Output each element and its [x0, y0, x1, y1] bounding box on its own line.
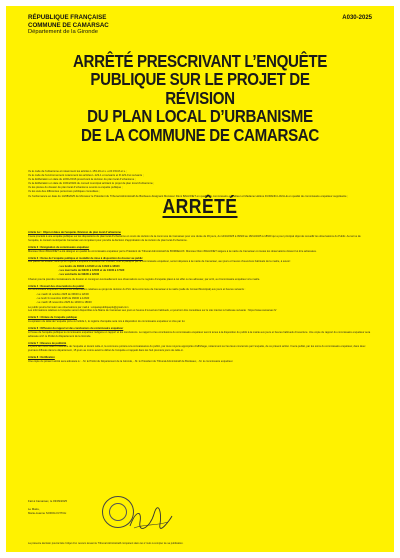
signature-role: Le Maire,: [28, 507, 40, 511]
article-text: Une copie du présent arrêté sera adressée à : - M. le Préfet du Département de la Gironde, - M. le Président du Tribunal Administratif de Bordeaux, - M. le commissaire enquêteur.: [28, 360, 234, 364]
permanence-item: - Le mardi 14 octobre 2025 de 09h00 à 12h00: [36, 293, 89, 297]
visas-list: [28, 170, 368, 199]
title-line-4: DE LA COMMUNE DE CAMARSAC: [81, 124, 319, 145]
issuer-republic: RÉPUBLIQUE FRANÇAISE: [28, 14, 107, 21]
article-title: Article 5 : Clôture de l’enquête publique: [28, 316, 77, 320]
article-text: Le public pourra formuler ses observations par mail à : enquetepubliqueplu@gmail.com: [28, 305, 129, 309]
article-title: Article 7 : Mesures de publicité: [28, 341, 67, 345]
article-text: 15 jours au moins avant l’ouverture de l’enquête et durant celle-ci, la commune portera à la connaissance du public, par tous moyens appropriés d’affichage, notamment sur les lieux concernés par l’enquête, de ce présent arrêté. Il sera publié, par les soins du commissaire enquêteur, dans deux journaux diffusés dans le département, 15 jours au moins avant le début de l’enquête et rappelé dans les huit premiers jours de celle-ci.: [28, 345, 366, 353]
visa-item: Vu la délibération en date du 16/04/2024 du conseil municipal arrêtant le projet de plan local d’urbanisme ;: [28, 182, 155, 186]
article-text: À l’issue de l’enquête publique le commissaire enquêteur rédigera un rapport et les conclusions. Le rapport et les conclusions du commissaire enquêteur seront tenus à la disposition du public à la mairie aux jours et heures habituels d’ouverture. Une copie du rapport du commissaire enquêteur sera adressée à M. le Préfet du Département de la Gironde.: [28, 330, 371, 338]
title-line-3: DU PLAN LOCAL D’URBANISME: [87, 106, 313, 127]
permanence-item: - Le mardi 18 novembre 2025 de 14h00 à 18h00: [36, 300, 92, 304]
opening-hours-item: - Les lundis de 09h00 à 12h00 et de 14h00 à 18h00: [58, 265, 120, 269]
arrete-heading: ARRÊTÉ: [162, 196, 238, 218]
article-text: Le commissaire enquêteur recevra les observations relatives au projet de révision du PLU de la commune de Camarsac à la mairie (salle du Conseil Municipal) aux jours et heures suivants :: [28, 288, 246, 292]
opening-hours-item: - Les vendredis de 09h00 à 12h00: [58, 272, 100, 276]
issuer-department: Département de la Gironde: [28, 29, 98, 36]
article-title: Article 2 : Désignation du commissaire enquêteur: [28, 245, 90, 249]
article-title: Article 8 : Notification: [28, 356, 55, 360]
article-6: [28, 327, 372, 338]
document-reference: A030-2025: [342, 15, 372, 21]
article-text: Chacun pourra prendre connaissance du dossier et consigner éventuellement ses observations sur le registre d’enquête placé à cet effet ou les adresser, par écrit, au Commissaire enquêteur à la mairie.: [28, 277, 261, 281]
article-text: Il sera procédé à une enquête publique sur les dispositions du plan local d’urbanisme en cours de révision de la commune de Camarsac pour une durée de 36 jours, du 14/10/2025 à 09h00 au 18/11/2025 à 18h00 qui a pour principal objet de recueillir les observations du Public. Au terme de l’enquête, le conseil municipal de Camarsac est compétent pour prendre la décision d’approbation de la révision du plan local d’urbanisme.: [28, 234, 361, 242]
article-title: Article 1er : Objet et dates de l’enquête. Révision du plan local d’urbanisme: [28, 231, 121, 235]
article-text: A expiration du délai de l’enquête prévu à l’article 1, le registre d’enquête sera mis à disposition du commissaire enquêteur et clos par lui.: [28, 320, 186, 324]
appeal-notice: La présente décision pourra faire l’objet d’un recours devant le Tribunal Administratif compétent dans les 2 mois à compter de sa publication.: [28, 542, 184, 545]
article-1: [28, 231, 372, 242]
article-title: Article 3 : Durée de l’enquête publique et modalité de mise à disposition du dossier au public: [28, 256, 143, 260]
article-5: [28, 316, 372, 324]
article-7: [28, 342, 372, 353]
visa-item: Vu le code de l’urbanisme et notamment les articles L.153-19 et s. et R.153-8 et s. ;: [28, 170, 128, 173]
article-text: Monsieur Rémi BAGONET a été désigné en qualité de commissaire enquêteur par le Président du Tribunal Administratif de BORDEAUX. Monsieur Rémi BAGONET siégera à la mairie de Camarsac où toutes les observations doivent lui être adressées.: [28, 249, 317, 253]
article-2: [28, 246, 372, 254]
article-title: Article 6 : Diffusion du rapport et des conclusions du commissaire enquêteur: [28, 327, 124, 331]
article-title: Article 4 : Recueil des observations du public: [28, 284, 85, 288]
article-text: Les pièces du dossier, ainsi qu’un registre d’enquête à feuillets non mobiles, coté et paraphé par le commissaire enquêteur, seront déposés à la mairie de Camarsac, aux jours et heures d’ouverture habituels de la mairie, à savoir :: [28, 260, 292, 264]
article-text: Les informations relatives à l’enquête seront disponibles à la Mairie de Camarsac aux jours et heures d’ouverture habituels, et pourront être consultées sur le site internet à l’adresse suivante : https://www.camarsac.fr/: [28, 309, 277, 313]
signature-place-date: Fait à Camarsac, le 03/09/2025: [28, 499, 68, 503]
articles-body: [28, 228, 372, 364]
article-4: [28, 285, 372, 314]
issuer-block: [28, 14, 109, 37]
opening-hours-list: [58, 265, 372, 276]
visa-item: Vu le code de l’environnement notamment les articles L.123-1 et suivants et R.123-9 et suivants ;: [28, 174, 144, 178]
article-3: [28, 257, 372, 282]
title-line-1: ARRÊTÉ PRESCRIVANT L’ENQUÊTE: [72, 51, 328, 71]
permanence-item: - Le lundi 3 novembre 2025 de 09h00 à 12h00: [36, 296, 90, 300]
document-title: [68, 52, 333, 144]
opening-hours-item: - Les mercredis de 09h00 à 12h00 et de 14h00 à 17h00: [58, 268, 125, 272]
article-8: [28, 356, 372, 364]
visa-item: Vu les pièces du dossier de plan local d’urbanisme soumis à enquête publique ;: [28, 186, 123, 190]
visa-item: Vu les avis des différentes personnes publiques consultées ;: [28, 190, 100, 194]
permanences-list: [36, 293, 372, 304]
signature-block: [28, 499, 67, 515]
visa-item: Vu l’ordonnance en date du 14/08/2025 de Monsieur le Président du Tribunal Administratif de Bordeaux désignant Monsieur Rémi BAGONET en qualité de commissaire enquêteur et Madame Hélène DURAND-LAVILLE en qualité de commissaire enquêteur suppléante ;: [28, 194, 348, 198]
issuer-commune: COMMUNE DE CAMARSAC: [28, 21, 109, 29]
visa-item: Vu la délibération en date du 22/01/2016 prescrivant la révision du plan local d’urbanisme ;: [28, 178, 136, 182]
poster-sheet: [6, 6, 394, 552]
title-line-2: PUBLIQUE SUR LE PROJET DE RÉVISION: [90, 69, 310, 108]
handwritten-signature: [128, 506, 174, 532]
signature-name: Marie-Jeanne SOROLOVITCH: [28, 511, 67, 515]
